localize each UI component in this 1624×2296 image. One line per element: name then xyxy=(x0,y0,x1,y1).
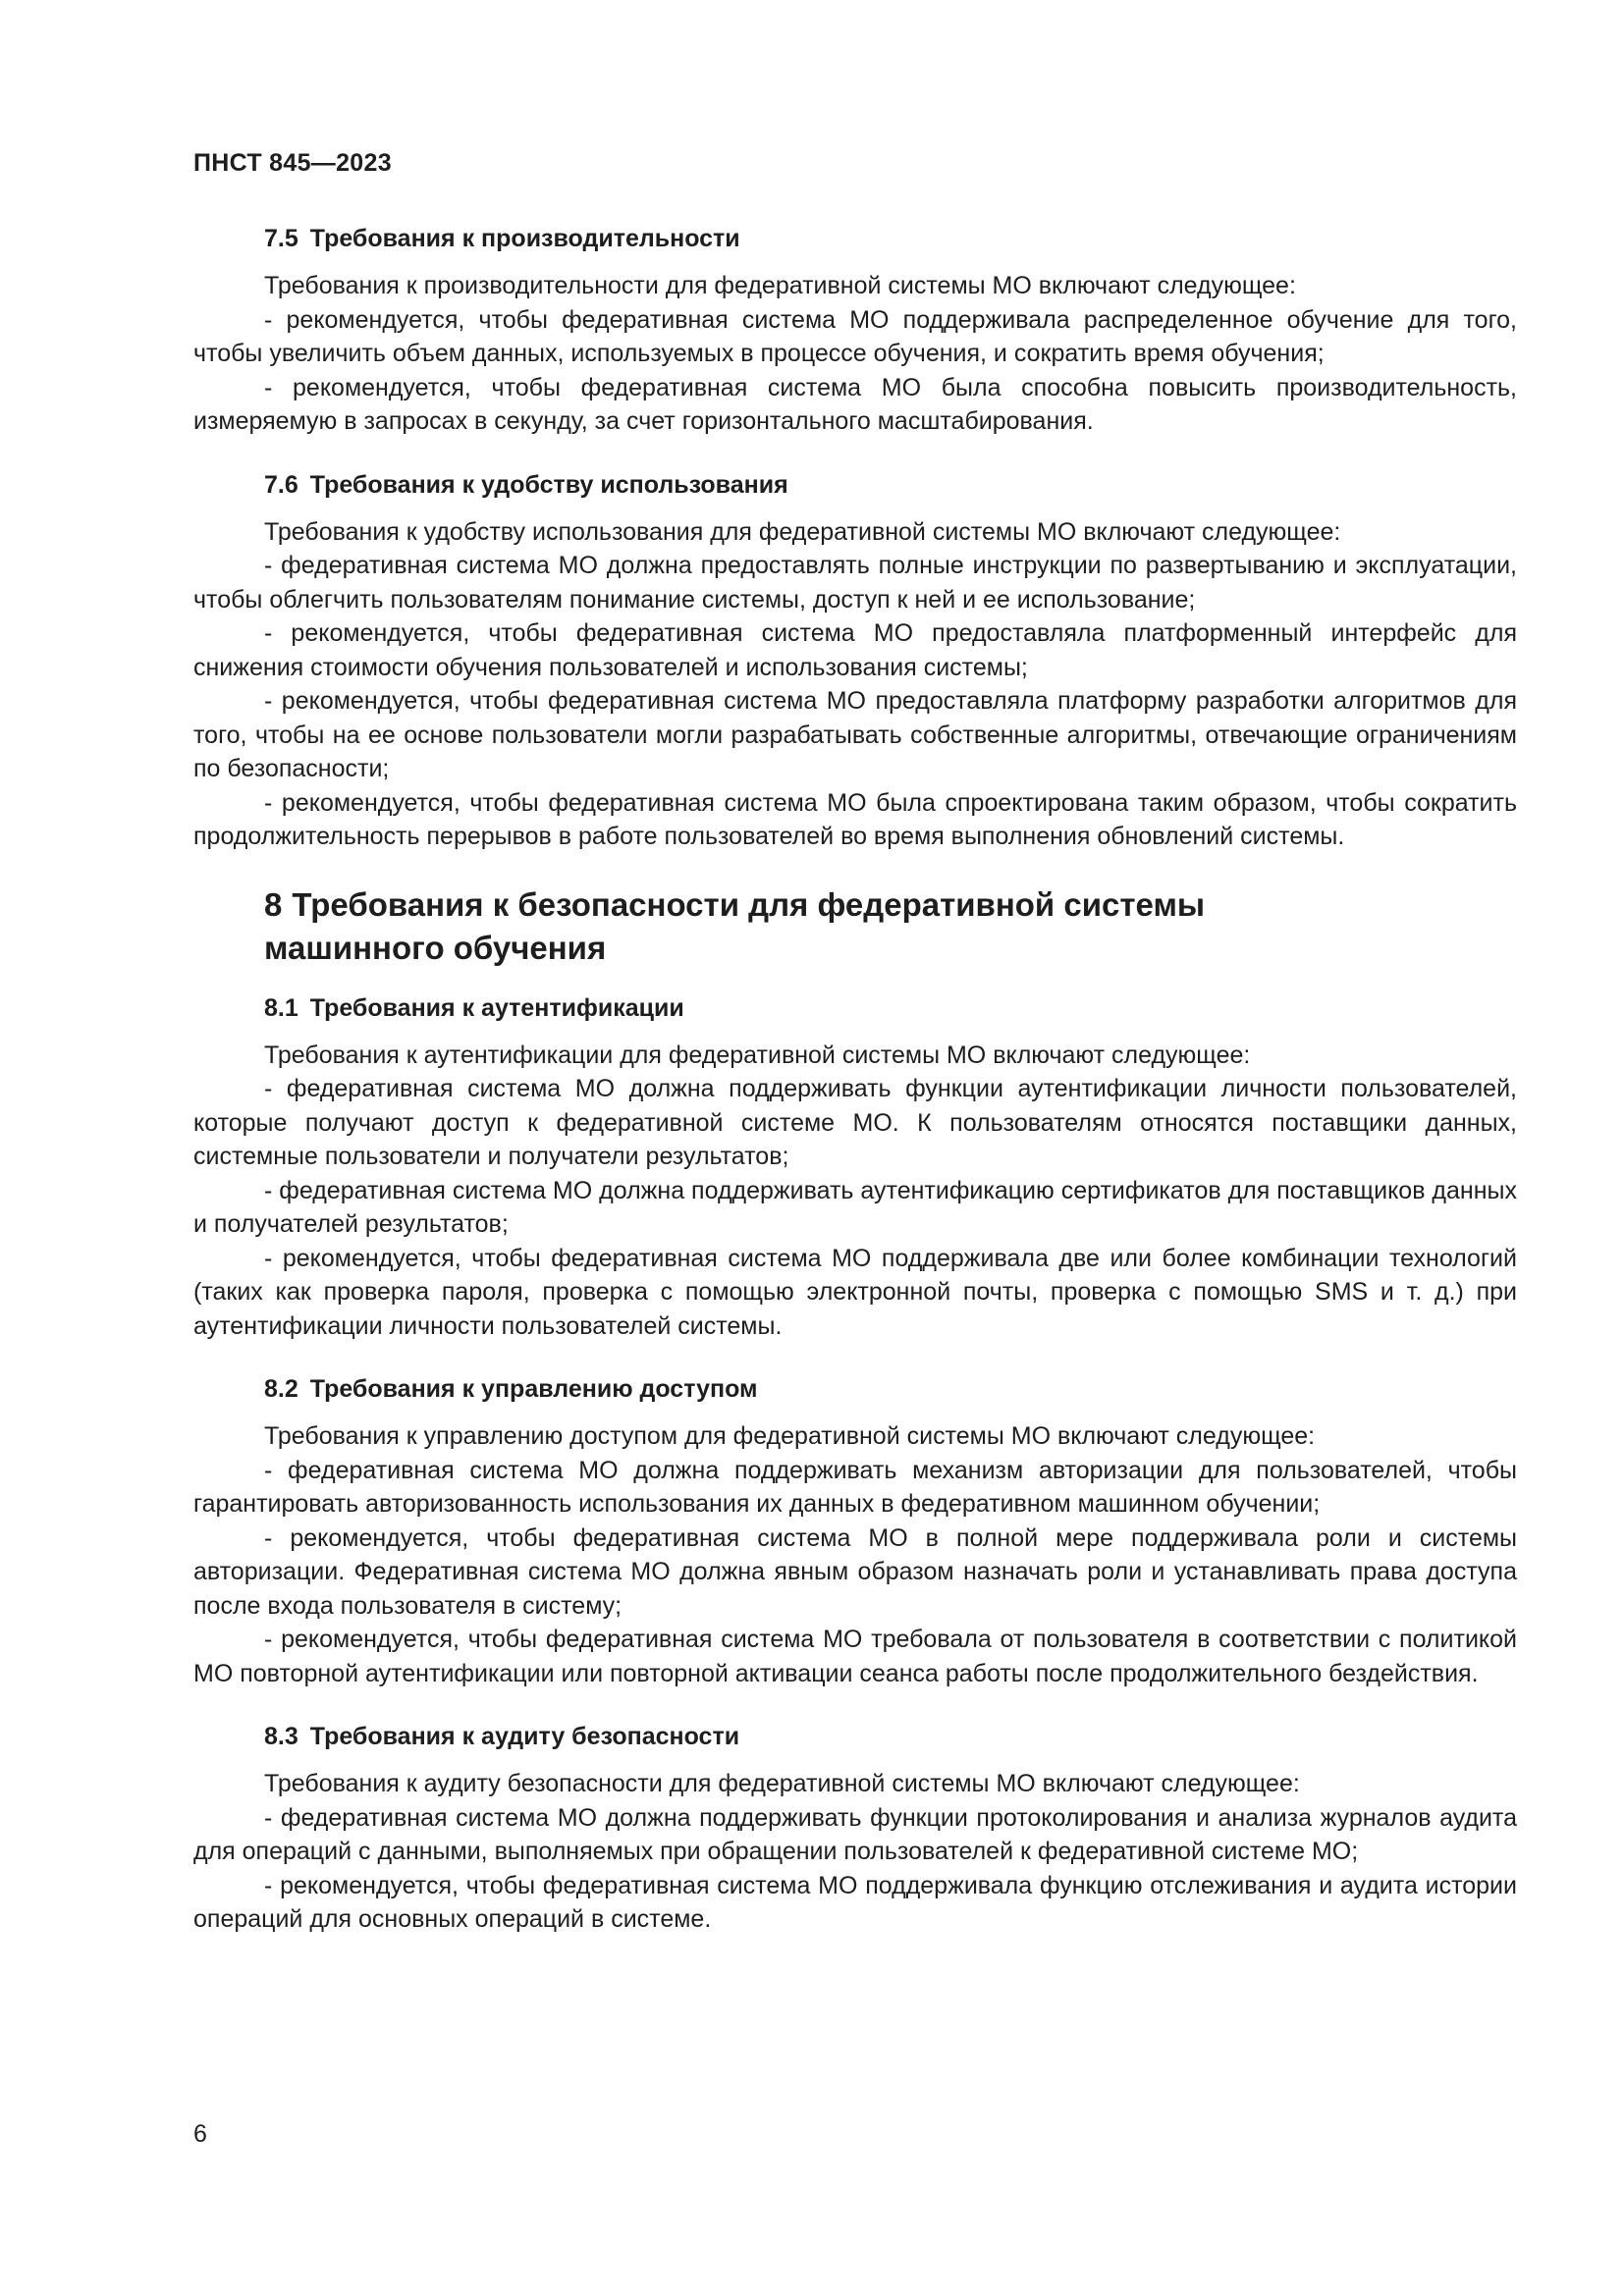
paragraph: - федеративная система МО должна предоставлять полные инструкции по развертыванию и эксплуатации, чтобы облегчить пользователям понимание системы, доступ к ней и ее использование; xyxy=(193,552,1517,614)
chapter-title-line-1: 8 Требования к безопасности для федеративной системы xyxy=(264,885,1206,923)
section-title: Требования к аудиту безопасности xyxy=(309,1723,740,1750)
paragraph: - федеративная система МО должна поддерживать функции аутентификации личности пользователей, которые получают доступ к федеративной системе МО. К пользователям относятся поставщики данных, системные пользователи и получатели результатов; xyxy=(193,1075,1517,1170)
section-heading xyxy=(264,1372,1517,1406)
paragraph: - рекомендуется, чтобы федеративная система МО поддерживала две или более комбинации технологий (таких как проверка пароля, проверка с помощью электронной почты, проверка с помощью SMS и т. д.) при аутентификации личности пользователей системы. xyxy=(193,1244,1517,1340)
paragraph: - федеративная система МО должна поддерживать аутентификацию сертификатов для поставщиков данных и получателей результатов; xyxy=(193,1176,1517,1238)
section-title: Требования к производительности xyxy=(309,225,740,252)
chapter-heading xyxy=(264,883,1517,970)
paragraph: - федеративная система МО должна поддерживать механизм авторизации для пользователей, чтобы гарантировать авторизованность использования их данных в федеративном машинном обучении; xyxy=(193,1456,1517,1518)
section-7-5 xyxy=(193,222,1517,439)
chapter-title-line-2: машинного обучения xyxy=(264,929,607,966)
paragraph: Требования к аутентификации для федеративной системы МО включают следующее: xyxy=(264,1041,1251,1069)
section-number: 7.5 xyxy=(264,225,298,252)
section-title: Требования к управлению доступом xyxy=(309,1375,758,1403)
paragraph: Требования к управлению доступом для федеративной системы МО включают следующее: xyxy=(264,1422,1316,1450)
section-8-1 xyxy=(193,991,1517,1344)
paragraph: Требования к аудиту безопасности для федеративной системы МО включают следующее: xyxy=(264,1770,1300,1797)
paragraph: - рекомендуется, чтобы федеративная система МО предоставляла платформенный интерфейс для снижения стоимости обучения пользователей и использования системы; xyxy=(193,619,1517,681)
document-code: ПНСТ 845—2023 xyxy=(193,149,392,177)
chapter-number: 8 xyxy=(264,885,283,923)
section-8-3 xyxy=(193,1720,1517,1937)
section-number: 8.1 xyxy=(264,993,298,1022)
paragraph: - рекомендуется, чтобы федеративная система МО была способна повысить производительность, измеряемую в запросах в секунду, за счет горизонтального масштабирования. xyxy=(193,373,1517,435)
section-title: Требования к аутентификации xyxy=(309,993,684,1022)
paragraph: - рекомендуется, чтобы федеративная система МО требовала от пользователя в соответствии с политикой МО повторной аутентификации или повторной активации сеанса работы после продолжительного бездействия. xyxy=(193,1626,1517,1687)
section-heading xyxy=(264,222,1517,255)
paragraph: - рекомендуется, чтобы федеративная система МО поддерживала функцию отслеживания и аудита истории операций для основных операций в системе. xyxy=(193,1871,1517,1933)
paragraph: Требования к производительности для федеративной системы МО включают следующее: xyxy=(264,272,1296,299)
section-heading xyxy=(264,991,1517,1025)
section-number: 8.2 xyxy=(264,1375,298,1403)
section-number: 7.6 xyxy=(264,470,298,499)
section-7-6 xyxy=(193,468,1517,854)
section-number: 8.3 xyxy=(264,1723,298,1750)
paragraph: - рекомендуется, чтобы федеративная система МО была спроектирована таким образом, чтобы сократить продолжительность перерывов в работе пользователей во время выполнения обновлений системы. xyxy=(193,788,1517,850)
section-8-2 xyxy=(193,1372,1517,1690)
section-heading xyxy=(264,468,1517,502)
section-title: Требования к удобству использования xyxy=(309,470,788,499)
page-number: 6 xyxy=(193,2120,207,2148)
paragraph: Требования к удобству использования для федеративной системы МО включают следующее: xyxy=(264,517,1341,546)
paragraph: - рекомендуется, чтобы федеративная система МО в полной мере поддерживала роли и системы авторизации. Федеративная система МО должна явным образом назначать роли и устанавливать права доступа после входа пользователя в систему; xyxy=(193,1523,1517,1620)
paragraph: - рекомендуется, чтобы федеративная система МО предоставляла платформу разработки алгоритмов для того, чтобы на ее основе пользователи могли разрабатывать собственные алгоритмы, отвечающие ограничениям по безопасности; xyxy=(193,687,1517,782)
section-heading xyxy=(264,1720,1517,1753)
page-content xyxy=(193,222,1517,1966)
paragraph: - федеративная система МО должна поддерживать функции протоколирования и анализа журналов аудита для операций с данными, выполняемых при обращении пользователей к федеративной системе МО; xyxy=(193,1803,1517,1865)
paragraph: - рекомендуется, чтобы федеративная система МО поддерживала распределенное обучение для того, чтобы увеличить объем данных, используемых в процессе обучения, и сократить время обучения; xyxy=(193,305,1517,367)
